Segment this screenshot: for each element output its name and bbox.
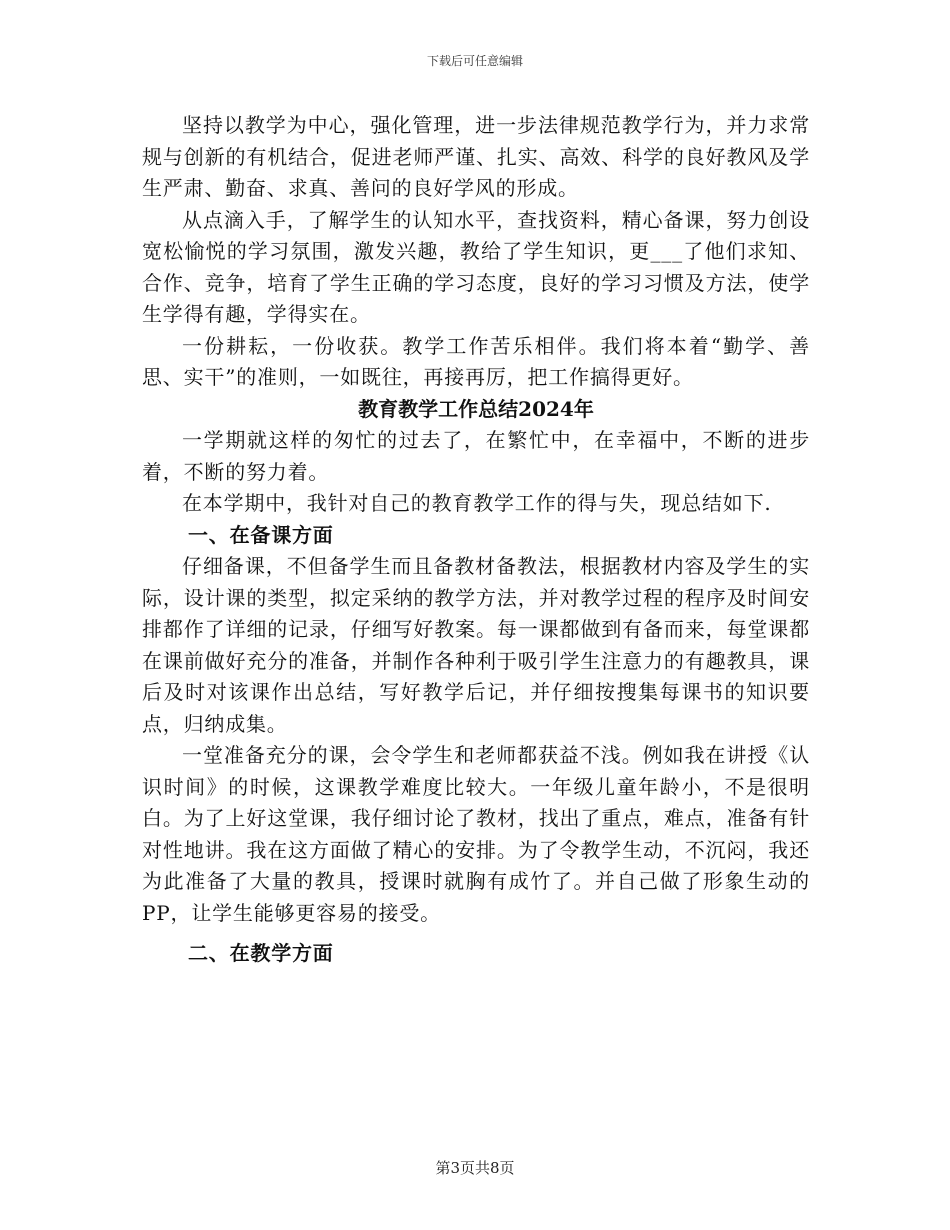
section-title: 教育教学工作总结2024年 <box>358 396 594 421</box>
heading-teaching: 二、在教学方面 <box>188 941 334 965</box>
spacer <box>142 929 810 938</box>
heading-lesson-prep: 一、在备课方面 <box>188 522 334 547</box>
paragraph-example-lesson: 一堂准备充分的课，会令学生和老师都获益不浅。例如我在讲授《认识时间》的时候，这课教学难度比较大。一年级儿童年龄小，不是很明白。为了上好这堂课，我仔细讨论了教材，找出了重点，难点，准备有针对性地讲。我在这方面做了精心的安排。为了令教学生动，不沉闷，我还为此准备了大量的教具，授课时就胸有成竹了。并自己做了形象生动的PP，让学生能够更容易的接受。 <box>142 743 810 925</box>
paragraph-summary-intro: 在本学期中，我针对自己的教育教学工作的得与失，现总结如下. <box>182 491 772 515</box>
paragraph-start-small: 从点滴入手，了解学生的认知水平，查找资料，精心备课，努力创设宽松愉悦的学习氛围，激发兴趣，教给了学生知识，更___了他们求知、合作、竞争，培育了学生正确的学习态度，良好的学习习惯及方法，使学生学得有趣，学得实在。 <box>142 207 810 326</box>
document-body <box>142 110 810 970</box>
page-header: 下载后可任意编辑 <box>426 54 523 68</box>
paragraph-teaching-center: 坚持以教学为中心，强化管理，进一步法律规范教学行为，并力求常规与创新的有机结合，促进老师严谨、扎实、高效、科学的良好教风及学生严肃、勤奋、求真、善问的良好学风的形成。 <box>142 113 810 200</box>
paragraph-careful-prep: 仔细备课，不但备学生而且备教材备教法，根据教材内容及学生的实际，设计课的类型，拟定采纳的教学方法，并对教学过程的程序及时间安排都作了详细的记录，仔细写好教案。每一课都做到有备而来，每堂课都在课前做好充分的准备，并制作各种利于吸引学生注意力的有趣教具，课后及时对该课作出总结，写好教学后记，并仔细按搜集每课书的知识要点，归纳成集。 <box>142 554 810 736</box>
paragraph-semester-passed: 一学期就这样的匆忙的过去了，在繁忙中，在幸福中，不断的进步着，不断的努力着。 <box>142 428 810 484</box>
page-footer: 第3页共8页 <box>435 1159 515 1177</box>
paragraph-harvest: 一份耕耘，一份收获。教学工作苦乐相伴。我们将本着“勤学、善思、实干”的准则，一如既往，再接再厉，把工作搞得更好。 <box>142 333 810 389</box>
